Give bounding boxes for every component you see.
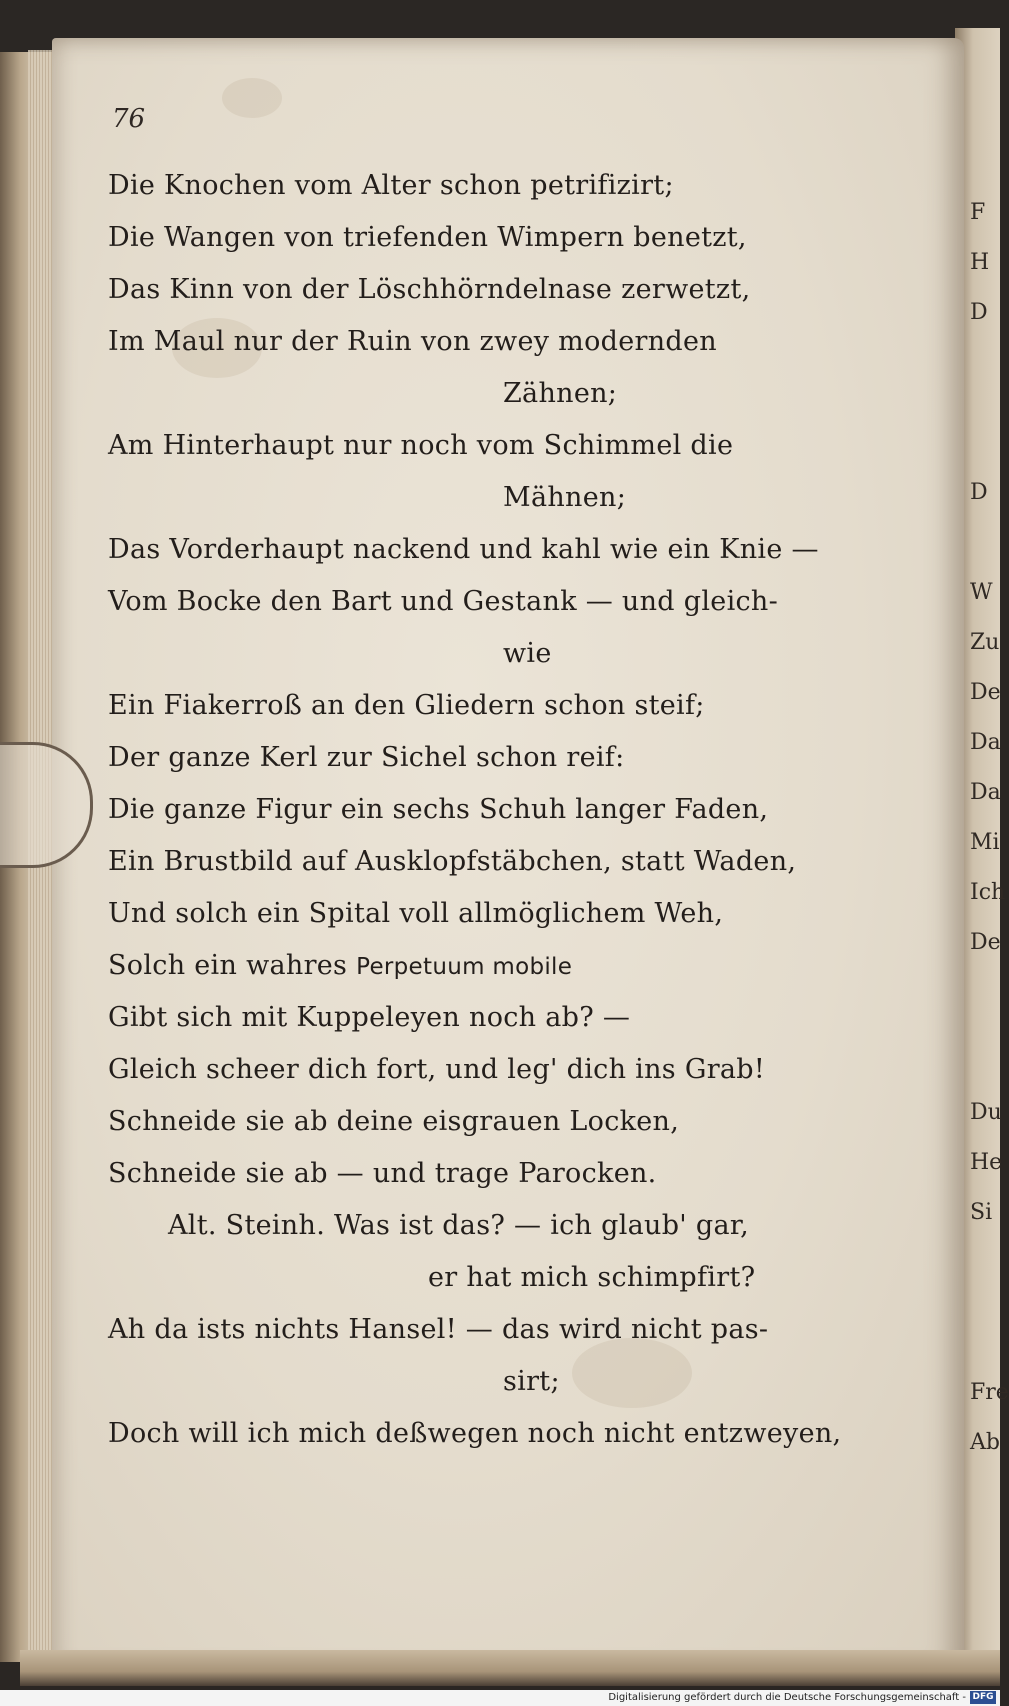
margin-fragment: D: [970, 300, 988, 325]
text-line: Am Hinterhaupt nur noch vom Schimmel die: [108, 430, 734, 461]
page-number: 76: [112, 104, 146, 134]
margin-fragment: Mi: [970, 830, 1000, 855]
text-line: Ein Fiakerroß an den Gliedern schon steif;: [108, 690, 705, 721]
margin-fragment: H: [970, 250, 990, 275]
margin-fragment: He: [970, 1150, 1003, 1175]
text-line: Vom Bocke den Bart und Gestank — und gleich-: [108, 586, 779, 617]
margin-fragment: D: [970, 480, 988, 505]
footer-credit: Digitalisierung gefördert durch die Deutsche Forschungsgemeinschaft -: [608, 1692, 966, 1703]
margin-fragment: De: [970, 930, 1001, 955]
text-line: Schneide sie ab deine eisgrauen Locken,: [108, 1106, 680, 1137]
text-line: Das Kinn von der Löschhörndelnase zerwetzt,: [108, 274, 751, 305]
text-line-continuation: sirt;: [503, 1366, 560, 1397]
text-line: Die ganze Figur ein sechs Schuh langer Faden,: [108, 794, 769, 825]
margin-fragment: Ich: [970, 880, 1006, 905]
margin-fragment: Du: [970, 1100, 1002, 1125]
margin-fragment: Fre: [970, 1380, 1009, 1405]
margin-fragment: Da: [970, 780, 1001, 805]
text-line: Gleich scheer dich fort, und leg' dich ins Grab!: [108, 1054, 766, 1085]
text-line-prefix: Solch ein wahres: [108, 950, 357, 981]
text-line: Gibt sich mit Kuppeleyen noch ab? —: [108, 1002, 631, 1033]
margin-fragment: De: [970, 680, 1001, 705]
margin-fragment: Da: [970, 730, 1001, 755]
margin-fragment: Si: [970, 1200, 993, 1225]
latin-phrase: Perpetuum mobile: [356, 954, 573, 980]
text-line: Ah da ists nichts Hansel! — das wird nicht pas-: [108, 1314, 769, 1345]
dfg-logo: DFG: [970, 1691, 996, 1704]
margin-fragment: F: [970, 200, 986, 225]
text-line-continuation: Mähnen;: [503, 482, 627, 513]
text-line: Doch will ich mich deßwegen noch nicht entzweyen,: [108, 1418, 842, 1449]
text-line: Die Wangen von triefenden Wimpern benetzt,: [108, 222, 747, 253]
margin-fragment: Zu: [970, 630, 1000, 655]
text-line: Die Knochen vom Alter schon petrifizirt;: [108, 170, 674, 201]
text-line: Und solch ein Spital voll allmöglichem Weh,: [108, 898, 724, 929]
text-line: Im Maul nur der Ruin von zwey modernden: [108, 326, 717, 357]
text-line: Der ganze Kerl zur Sichel schon reif:: [108, 742, 625, 773]
text-line-continuation: wie: [503, 638, 552, 669]
text-line: Schneide sie ab — und trage Parocken.: [108, 1158, 657, 1189]
text-line-continuation: er hat mich schimpfirt?: [428, 1262, 756, 1293]
page-bottom-edge: [20, 1650, 1000, 1686]
poem-text: [108, 160, 842, 1460]
text-line-continuation: Zähnen;: [503, 378, 618, 409]
margin-fragment: W: [970, 580, 993, 605]
text-line: Das Vorderhaupt nackend und kahl wie ein Knie —: [108, 534, 819, 565]
text-line: [108, 940, 828, 992]
speaker-line: Alt. Steinh. Was ist das? — ich glaub' gar,: [168, 1210, 750, 1241]
margin-fragment: Ab: [970, 1430, 1000, 1455]
text-line: Ein Brustbild auf Ausklopfstäbchen, statt Waden,: [108, 846, 797, 877]
